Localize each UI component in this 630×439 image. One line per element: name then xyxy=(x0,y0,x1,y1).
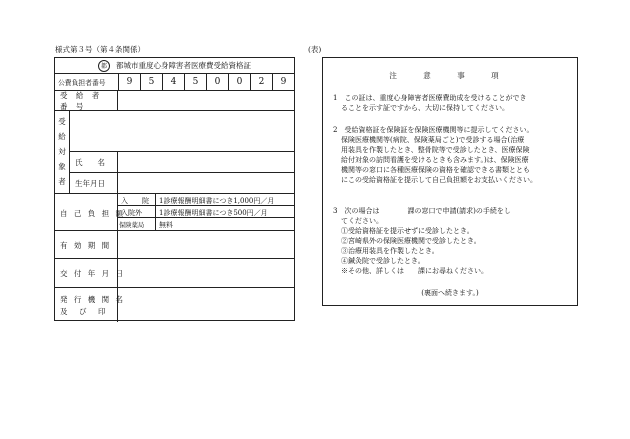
certificate-front xyxy=(54,57,295,321)
issuer-label: 発 行 機 関 名 xyxy=(60,295,126,304)
payer-digit: 9 xyxy=(118,74,140,90)
copay-amount-pharmacy: 無料 xyxy=(159,221,173,229)
notes-title: 注 意 事 項 xyxy=(389,71,511,80)
payer-digit: 2 xyxy=(250,74,272,90)
notes-panel xyxy=(322,57,578,306)
city-seal-icon: 都 xyxy=(98,60,110,72)
copay-label: 自 己 負 担 額 xyxy=(60,209,126,218)
certificate-title: 都城市重度心身障害者医療費受給資格証 xyxy=(116,61,251,70)
certificate-title-row xyxy=(55,58,294,74)
payer-digit: 9 xyxy=(272,74,294,90)
note-1: 1 この証は、重度心身障害者医療費助成を受けることができ ることを示す証ですから、大切に保持してください。 xyxy=(333,94,527,112)
issue-date-label: 交 付 年 月 日 xyxy=(60,269,126,278)
subject-label: 受 給 対 象 者 xyxy=(58,117,66,186)
continued-note: (裏面へ続きます。) xyxy=(421,289,479,297)
issuer-seal-label: 及 び 印 xyxy=(60,307,108,316)
copay-type-outpatient: 入院外 xyxy=(121,209,142,217)
payer-digit: 0 xyxy=(228,74,250,90)
payer-digit: 5 xyxy=(140,74,162,90)
side-indicator: (表) xyxy=(308,45,322,54)
note-2: 2 受給資格証を保険証を保険医療機関等に提示してください。 保険医療機関等(病院、保険薬局ごと)で受診する場合(治療 用装具を作製したとき、整骨院等で受診したとき、医療保険 給付対象の訪問看護を受けるときも含みます。)は、保険医療 機関等の窓口に各種医療保険の資格を確認できる書類ととも にこの受給資格証を提示して自己負担額をお支払いください。 xyxy=(333,126,537,184)
copay-type-inpatient: 入 院 xyxy=(121,197,149,205)
payer-digit: 0 xyxy=(206,74,228,90)
copay-amount-inpatient: 1診療報酬明細書につき1,000円／月 xyxy=(159,197,275,205)
payer-number-digits xyxy=(118,74,294,90)
copay-amount-outpatient: 1診療報酬明細書につき500円／月 xyxy=(159,209,268,217)
payer-digit: 5 xyxy=(184,74,206,90)
recipient-number-row xyxy=(55,91,294,111)
payer-digit: 4 xyxy=(162,74,184,90)
valid-period-label: 有 効 期 間 xyxy=(60,241,112,250)
copay-type-pharmacy: 保険薬局 xyxy=(119,222,145,229)
recipient-number-label: 受 給 者 番 号 xyxy=(60,90,103,111)
name-label: 氏 名 xyxy=(75,158,105,167)
form-number: 様式第３号（第４条関係） xyxy=(55,45,145,54)
payer-number-row xyxy=(55,74,294,91)
payer-number-label: 公費負担者番号 xyxy=(58,79,106,87)
note-3: 3 次の場合は 課の窓口で申請(請求)の手続をし てください。 ①受給資格証を提示せずに受診したとき。 ②宮崎県外の保険医療機関で受診したとき。 ③治療用装具を作製したとき。 ④鍼灸院で受診したとき。 ※その他、詳しくは 課にお尋ねください。 xyxy=(333,207,511,275)
birth-date-label: 生年月日 xyxy=(75,179,105,188)
